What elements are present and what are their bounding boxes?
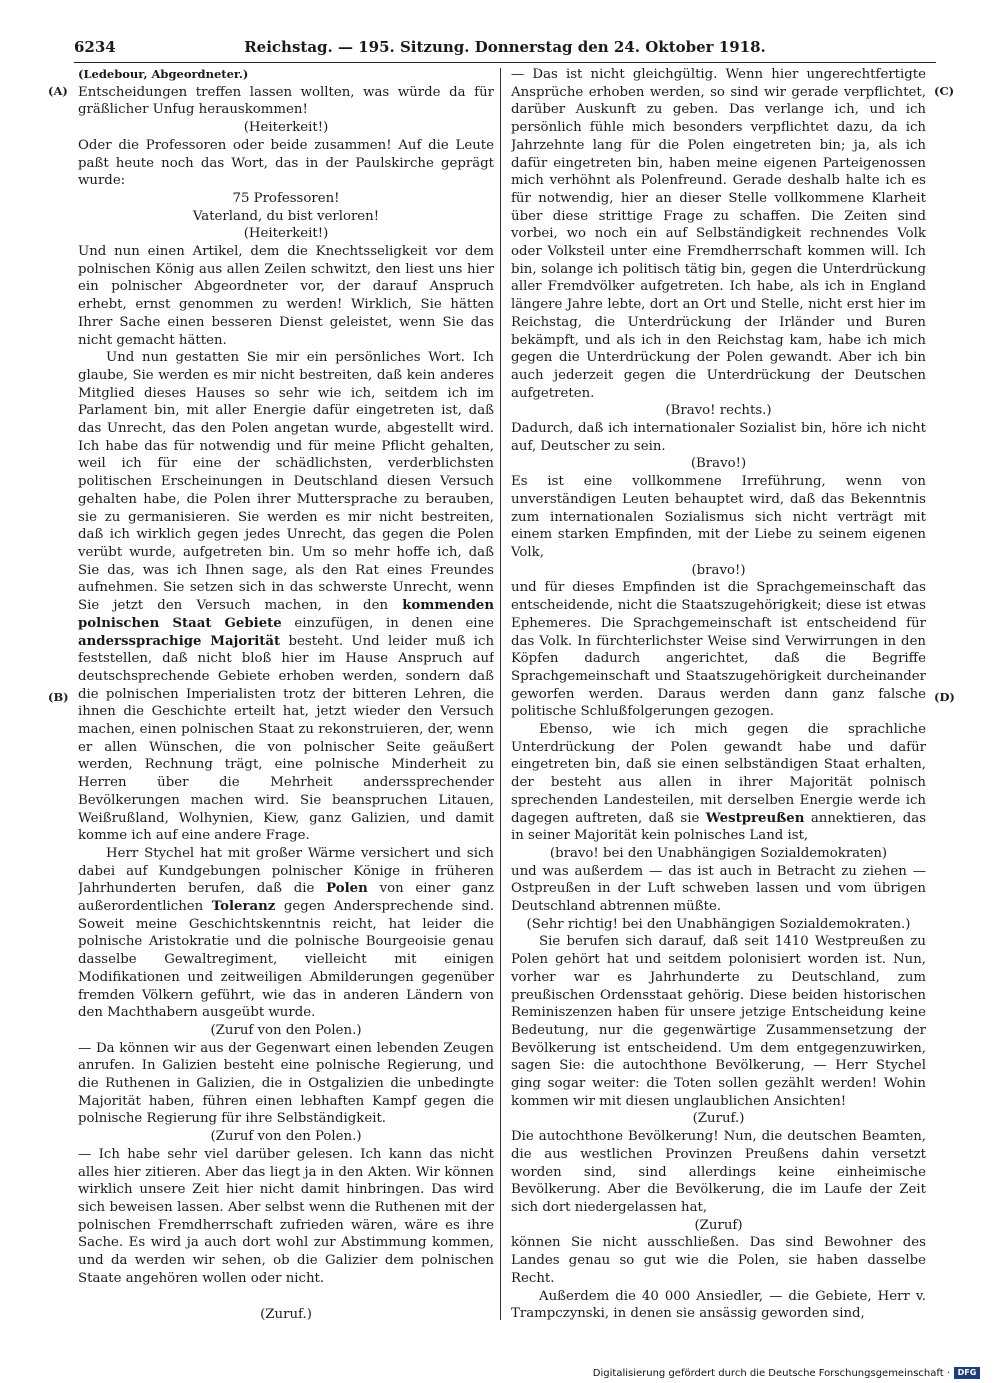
emphasis: kommenden polnischen Staat Gebiete [78, 598, 494, 631]
right-column [511, 66, 926, 1336]
interjection: (Heiterkeit!) [243, 226, 329, 242]
text-run: Und nun gestatten Sie mir ein persönliches Wort. Ich glaube, Sie werden es mir nicht bestreiten, daß kein anderes Mitglied dieses Hauses so sehr wie ich, seitdem ich im Parlament bin, mit aller Energie dafür eingetreten ist, daß das Unrecht, das den Polen angetan wurde, abgestellt wird. Ich habe das für notwendig und für meine Pflicht gehalten, weil ich für eine der schädlichsten, verderblichsten politischen Erscheinungen in Deutschland diesen Versuch gehalten habe, die Polen ihrer Muttersprache zu berauben, sie zu germanisieren. Sie werden es mir nicht bestreiten, daß ich wirklich gegen jedes Unrecht, das gegen die Polen verübt wurde, aufgetreten bin. Um so mehr hoffe ich, daß Sie das, was ich Ihnen sage, als den Rat eines Freundes aufnehmen. Sie setzen sich in das schwerste Unrecht, wenn Sie jetzt den Versuch machen, in den [78, 350, 494, 614]
spacer [78, 1288, 494, 1306]
text-run: von einer ganz außerordentlichen [78, 881, 494, 915]
verse-line: 75 Professoren! [232, 190, 340, 206]
text-run: annektieren, das in seiner Majorität kein polnisches Land ist, [511, 810, 926, 844]
paragraph: und für dieses Empfinden ist die Sprachgemeinschaft das entscheidende, nicht die Staatszugehörigkeit; diese ist etwas Ephemeres. Die Sprachgemeinschaft ist entscheidend für das Volk. In fürchterlichster Weise sind Verwirrungen in den Köpfen dadurch angerichtet, daß die Begriffe Sprachgemeinschaft und Staatszugehörigkeit durcheinander geworfen werden. Daraus werden dann ganz falsche politische Schlußfolgerungen gezogen. [511, 580, 926, 720]
paragraph [78, 845, 494, 1022]
text-run: besteht. Und leider muß ich feststellen, daß nicht bloß hier im Hause Anspruch auf deutschsprechende Gebiete erhoben werden, sondern daß die polnischen Imperialisten trotz der bitteren Lehren, die ihnen die Geschichte erteilt hat, jetzt wieder den Versuch machen, einen polnischen Staat zu rekonstruieren, der, wenn er allen Wünschen, die von polnischer Seite geäußert werden, Rechnung trägt, eine polnische Minderheit zu Herren über die Mehrheit anderssprechender Bevölkerungen machen wird. Sie beanspruchen Litauen, Weißrußland, Wolhynien, Kiew, ganz Galizien, und damit komme ich auf eine andere Frage. [78, 633, 494, 844]
footer [593, 1366, 980, 1380]
emphasis: Polen [326, 881, 368, 897]
page-number: 6234 [74, 38, 116, 56]
margin-marker-b: (B) [48, 690, 69, 704]
paragraph: Es ist eine vollkommene Irreführung, wenn von unverständigen Leuten behauptet wird, daß das Bekenntnis zum internationalen Sozialismus sich nicht verträgt mit einem starken Empfinden, mit der Liebe zu seinem eigenen Volk, [511, 474, 926, 560]
paragraph: können Sie nicht ausschließen. Das sind Bewohner des Landes genau so gut wie die Polen, sie haben dasselbe Recht. [511, 1235, 926, 1286]
interjection: (Sehr richtig! bei den Unabhängigen Sozialdemokraten.) [526, 916, 911, 932]
header-rule [74, 62, 936, 63]
paragraph: Außerdem die 40 000 Ansiedler, — die Gebiete, Herr v. Trampczynski, in denen sie ansässig geworden sind, [511, 1288, 926, 1322]
page-title: Reichstag. — 195. Sitzung. Donnerstag den 24. Oktober 1918. [244, 38, 766, 56]
paragraph [78, 349, 494, 845]
dfg-logo-icon: DFG [954, 1367, 980, 1379]
paragraph: — Das ist nicht gleichgültig. Wenn hier ungerechtfertigte Ansprüche erhoben werden, so sind wir gerade verpflichtet, darüber Auskunft zu geben. Das verlange ich, und ich persönlich fühle mich besonders verpflichtet dazu, da ich Jahrzehnte lang für die Polen eingetreten bin; ja, als ich dafür eingetreten bin, haben meine eigenen Parteigenossen mich verhöhnt als Polenfreund. Gerade deshalb halte ich es für notwendig, hier an dieser Stelle vollkommene Klarheit über diese strittige Frage zu schaffen. Die Zeiten sind vorbei, wo noch ein auf Selbständigkeit rechnendes Volk oder Volksteil unter eine Fremdherrschaft kommen will. Ich bin, solange ich politisch tätig bin, gegen die Unterdrückung aller Fremdvölker aufgetreten. Ich habe, als ich in England längere Jahre lebte, dort an Ort und Stelle, nicht erst hier im Reichstag, die Unterdrückung der Irländer und Buren bekämpft, und als ich in den Reichstag kam, habe ich mich gegen die Unterdrückung der Polen gewandt. Aber ich bin auch jederzeit gegen die Unterdrückung der Deutschen aufgetreten. [511, 67, 926, 401]
paragraph: Entscheidungen treffen lassen wollten, was würde da für gräßlicher Unfug herauskommen! [78, 84, 494, 118]
paragraph: Oder die Professoren oder beide zusammen! Auf die Leute paßt heute noch das Wort, das in der Paulskirche geprägt wurde: [78, 137, 494, 189]
interjection: (Zuruf) [694, 1217, 743, 1233]
paragraph: Und nun einen Artikel, dem die Knechtsseligkeit vor dem polnischen König aus allen Zeilen schwitzt, den liest uns hier ein polnischer Abgeordneter vor, der darauf Anspruch erhebt, ernst genommen zu werden! Wirklich, Sie hätten Ihrer Sache einen besseren Dienst geleistet, wenn Sie das nicht gemacht hätten. [78, 244, 494, 348]
interjection: (Zuruf.) [260, 1306, 312, 1322]
paragraph: — Ich habe sehr viel darüber gelesen. Ich kann das nicht alles hier zitieren. Aber das liegt ja in den Akten. Wir können wirklich unsere Zeit hier nicht damit hinbringen. Das wird sich beweisen lassen. Aber selbst wenn die Ruthenen mit der polnischen Fremdherrschaft zufrieden wären, wäre es ihre Sache. Es wird ja auch dort wohl zur Abstimmung kommen, und da werden wir sehen, ob die Galizier dem polnischen Staate angehören wollen oder nicht. [78, 1146, 494, 1286]
emphasis: anderssprachige Majorität [78, 633, 281, 649]
paragraph: — Da können wir aus der Gegenwart einen lebenden Zeugen anrufen. In Galizien besteht eine polnische Regierung, und die Ruthenen in Galizien, die in Ostgalizien die unbedingte Majorität haben, führen einen lebhaften Kampf gegen die polnische Regierung für ihre Selbständigkeit. [78, 1040, 494, 1127]
text-run: Ebenso, wie ich mich gegen die sprachliche Unterdrückung der Polen gewandt habe und dafür eingetreten bin, daß sie einen selbständigen Staat erhalten, der besteht aus allen in ihrer Majorität polnisch sprechenden Landesteilen, mit derselben Energie werde ich dagegen auftreten, daß sie [511, 722, 926, 826]
paragraph: und was außerdem — das ist auch in Betracht zu ziehen — Ostpreußen in der Luft schweben lassen und vom übrigen Deutschland abtrennen müßte. [511, 863, 926, 915]
paragraph: Dadurch, daß ich internationaler Sozialist bin, höre ich nicht auf, Deutscher zu sein. [511, 421, 926, 454]
text-run: Herr Stychel hat mit großer Wärme versichert und sich dabei auf Kundgebungen polnischer Könige in früheren Jahrhunderten berufen, daß die [78, 845, 494, 897]
text-run: gegen Andersprechende sind. Soweit meine Geschichtskenntnis reicht, hat leider die polnische Aristokratie und die polnische Bourgeoisie genau dasselbe Gewaltregiment, vielleicht mit einigen Modifikationen und zeitweiligen Abmilderungen gegenüber fremden Völkern geführt, wie das in anderen Ländern von den Machthabern ausgeübt wurde. [78, 899, 494, 1021]
margin-marker-d: (D) [934, 690, 955, 704]
speaker-label: (Ledebour, Abgeordneter.) [78, 67, 249, 81]
text-run: einzufügen, in denen eine [294, 615, 494, 631]
margin-marker-c: (C) [934, 84, 955, 98]
interjection: (Zuruf von den Polen.) [210, 1022, 362, 1038]
footer-credit: Digitalisierung gefördert durch die Deutsche Forschungsgemeinschaft · [592, 1367, 950, 1379]
interjection: (bravo! bei den Unabhängigen Sozialdemokraten) [549, 845, 888, 861]
left-column [78, 66, 494, 1336]
verse-line: Vaterland, du bist verloren! [192, 208, 380, 224]
paragraph: Die autochthone Bevölkerung! Nun, die deutschen Beamten, die aus westlichen Provinzen Preußens dahin versetzt worden sind, sind allerdings keine einheimische Bevölkerung. Aber die Bevölkerung, die im Laufe der Zeit sich dort niedergelassen hat, [511, 1129, 926, 1215]
interjection: (Zuruf.) [692, 1111, 745, 1127]
column-divider [500, 68, 501, 1320]
interjection: (Bravo!) [690, 456, 747, 472]
interjection: (Heiterkeit!) [243, 120, 329, 136]
interjection: (Bravo! rechts.) [665, 403, 772, 419]
emphasis: Toleranz [211, 899, 276, 915]
margin-marker-a: (A) [48, 84, 68, 98]
interjection: (bravo!) [691, 562, 746, 578]
interjection: (Zuruf von den Polen.) [210, 1129, 362, 1145]
paragraph: Sie berufen sich darauf, daß seit 1410 Westpreußen zu Polen gehört hat und seitdem polonisiert worden ist. Nun, vorher war es Jahrhunderte zu Deutschland, zum preußischen Ordensstaat gehörig. Diese beiden historischen Reminiszenzen haben für unsere jetzige Entscheidung keine Bedeutung, nur die gegenwärtige Zusammensetzung der Bevölkerung ist entscheidend. Um dem entgegenzuwirken, sagen Sie: die autochthone Bevölkerung, — Herr Stychel ging sogar weiter: die Toten sollen gezählt werden! Wohin kommen wir mit diesen unglaublichen Ansichten! [511, 934, 926, 1109]
emphasis: Westpreußen [705, 810, 805, 826]
page-header [74, 36, 936, 60]
paragraph [511, 721, 926, 845]
